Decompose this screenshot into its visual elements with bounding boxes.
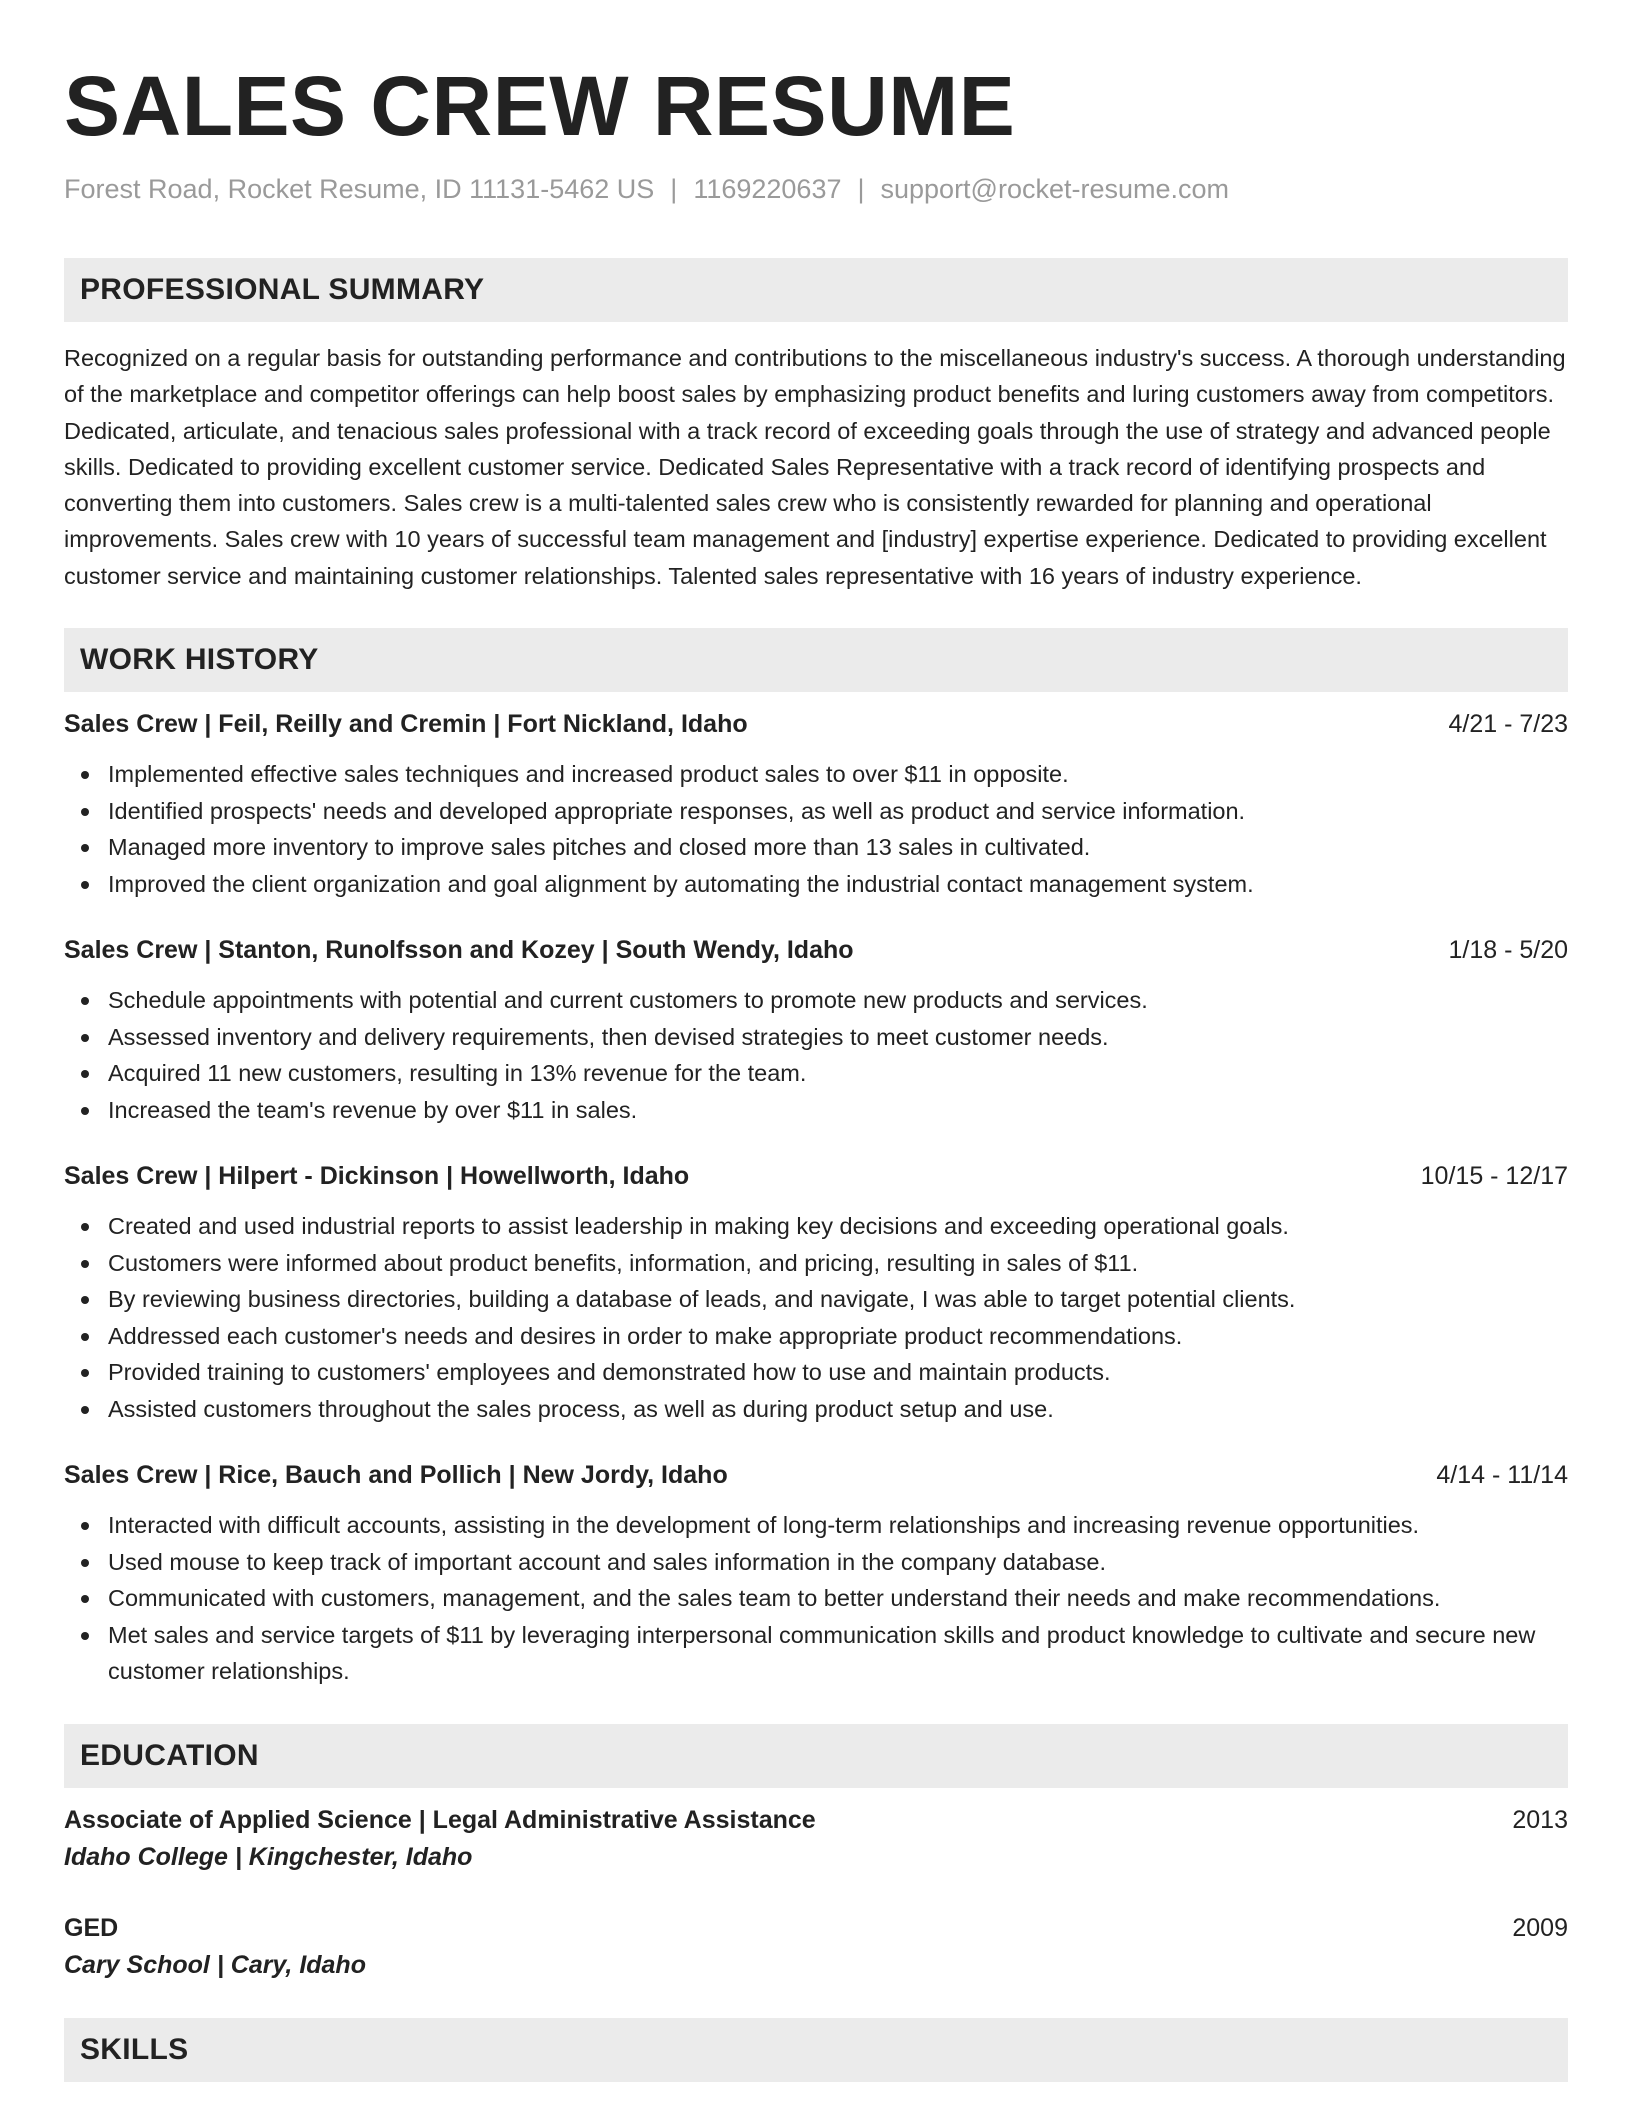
job-bullet: Created and used industrial reports to assist leadership in making key decisions and exceeding operational goals. <box>108 1208 1568 1245</box>
job-header <box>64 1457 1568 1493</box>
job-entry <box>64 1457 1568 1690</box>
job-bullets <box>64 1507 1568 1690</box>
job-header <box>64 932 1568 968</box>
job-bullets <box>64 756 1568 902</box>
education-year: 2009 <box>1512 1913 1568 1942</box>
job-bullets <box>64 982 1568 1128</box>
section-heading-summary: PROFESSIONAL SUMMARY <box>64 258 1568 322</box>
education-entry <box>64 1802 1568 1876</box>
contact-line <box>64 172 1568 206</box>
job-bullet: Improved the client organization and goal alignment by automating the industrial contact management system. <box>108 866 1568 903</box>
job-bullet: Identified prospects' needs and developed appropriate responses, as well as product and service information. <box>108 793 1568 830</box>
job-bullet: Assisted customers throughout the sales process, as well as during product setup and use. <box>108 1391 1568 1428</box>
job-entry <box>64 706 1568 902</box>
contact-phone: 1169220637 <box>693 174 842 204</box>
education-header <box>64 1910 1568 1946</box>
section-heading-skills: SKILLS <box>64 2018 1568 2082</box>
job-title: Sales Crew | Hilpert - Dickinson | Howellworth, Idaho <box>64 1162 690 1191</box>
job-bullet: Acquired 11 new customers, resulting in 13% revenue for the team. <box>108 1055 1568 1092</box>
job-header <box>64 1158 1568 1194</box>
job-bullet: Interacted with difficult accounts, assisting in the development of long-term relationships and increasing revenue opportunities. <box>108 1507 1568 1544</box>
job-bullet: Customers were informed about product benefits, information, and pricing, resulting in sales of $11. <box>108 1245 1568 1282</box>
resume-title: SALES CREW RESUME <box>64 59 1016 153</box>
contact-address: Forest Road, Rocket Resume, ID 11131-5462 US <box>64 174 655 204</box>
education-entry <box>64 1910 1568 1984</box>
job-bullet: Met sales and service targets of $11 by leveraging interpersonal communication skills and product knowledge to cultivate and secure new customer relationships. <box>108 1617 1568 1690</box>
section-heading-education: EDUCATION <box>64 1724 1568 1788</box>
contact-separator: | <box>670 174 678 204</box>
education-year: 2013 <box>1512 1805 1568 1834</box>
job-bullet: Communicated with customers, management, and the sales team to better understand their needs and make recommendations. <box>108 1580 1568 1617</box>
summary-text: Recognized on a regular basis for outstanding performance and contributions to the miscellaneous industry's success. A thorough understanding of the marketplace and competitor offerings can help boost sales by emphasizing product benefits and luring customers away from competitors. Dedicated, articulate, and tenacious sales professional with a track record of exceeding goals through the use of strategy and advanced people skills. Dedicated to providing excellent customer service. Dedicated Sales Representative with a track record of identifying prospects and converting them into customers. Sales crew is a multi-talented sales crew who is consistently rewarded for planning and operational improvements. Sales crew with 10 years of successful team management and [industry] expertise experience. Dedicated to providing excellent customer service and maintaining customer relationships. Talented sales representative with 16 years of industry experience. <box>64 345 1566 589</box>
job-bullet: Schedule appointments with potential and current customers to promote new products and services. <box>108 982 1568 1019</box>
job-bullet: Managed more inventory to improve sales pitches and closed more than 13 sales in cultivated. <box>108 829 1568 866</box>
job-bullet: Addressed each customer's needs and desires in order to make appropriate product recommendations. <box>108 1318 1568 1355</box>
education-degree: Associate of Applied Science | Legal Administrative Assistance <box>64 1805 816 1834</box>
job-dates: 1/18 - 5/20 <box>1448 936 1568 965</box>
section-heading-work-history: WORK HISTORY <box>64 628 1568 692</box>
education-school: Cary School | Cary, Idaho <box>64 1950 366 1979</box>
education-school: Idaho College | Kingchester, Idaho <box>64 1842 473 1871</box>
job-bullet: Implemented effective sales techniques and increased product sales to over $11 in opposite. <box>108 756 1568 793</box>
job-dates: 10/15 - 12/17 <box>1420 1162 1568 1191</box>
job-title: Sales Crew | Rice, Bauch and Pollich | New Jordy, Idaho <box>64 1461 728 1490</box>
job-title: Sales Crew | Stanton, Runolfsson and Kozey | South Wendy, Idaho <box>64 936 854 965</box>
job-dates: 4/21 - 7/23 <box>1448 710 1568 739</box>
job-entry <box>64 932 1568 1128</box>
job-bullet: Used mouse to keep track of important account and sales information in the company database. <box>108 1544 1568 1581</box>
job-bullets <box>64 1208 1568 1427</box>
education-header <box>64 1802 1568 1838</box>
education-degree: GED <box>64 1913 119 1942</box>
job-bullet: Assessed inventory and delivery requirements, then devised strategies to meet customer needs. <box>108 1019 1568 1056</box>
job-bullet: By reviewing business directories, building a database of leads, and navigate, I was able to target potential clients. <box>108 1281 1568 1318</box>
contact-separator: | <box>857 174 865 204</box>
job-dates: 4/14 - 11/14 <box>1436 1461 1568 1490</box>
job-bullet: Increased the team's revenue by over $11 in sales. <box>108 1092 1568 1129</box>
contact-email: support@rocket-resume.com <box>880 174 1230 204</box>
job-entry <box>64 1158 1568 1427</box>
job-header <box>64 706 1568 742</box>
job-bullet: Provided training to customers' employees and demonstrated how to use and maintain products. <box>108 1354 1568 1391</box>
job-title: Sales Crew | Feil, Reilly and Cremin | Fort Nickland, Idaho <box>64 710 748 739</box>
